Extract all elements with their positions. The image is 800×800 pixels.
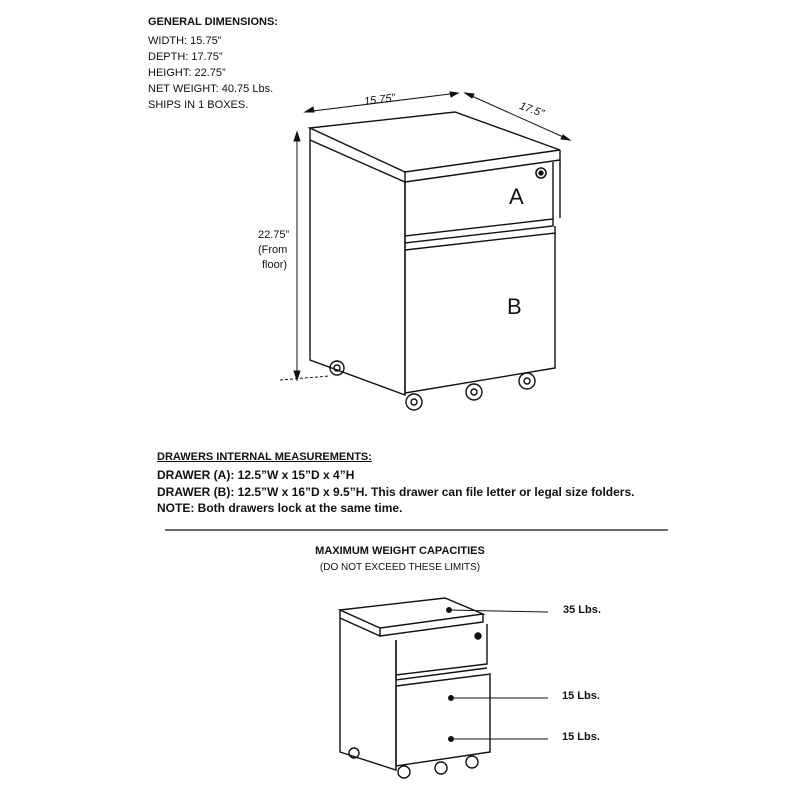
drawer-a-label: A	[509, 184, 524, 209]
height-floor-label: floor)	[262, 259, 288, 271]
drawer-note: NOTE: Both drawers lock at the same time.	[157, 501, 403, 515]
width-spec: WIDTH: 15.75”	[148, 35, 222, 47]
depth-spec: DEPTH: 17.75”	[148, 51, 223, 63]
net-weight-spec: NET WEIGHT: 40.75 Lbs.	[148, 83, 274, 95]
capacity-cabinet-drawing	[340, 598, 490, 778]
depth-dimension-line	[465, 93, 570, 140]
drawer-b-measurement: DRAWER (B): 12.5”W x 16”D x 9.5”H. This drawer can file letter or legal size folders.	[157, 485, 635, 499]
max-weight-title: MAXIMUM WEIGHT CAPACITIES	[315, 545, 485, 557]
drawer-b-label: B	[507, 294, 522, 319]
capacity-leaders	[447, 608, 549, 742]
general-dimensions-title: GENERAL DIMENSIONS:	[148, 16, 278, 28]
height-spec: HEIGHT: 22.75”	[148, 67, 226, 79]
depth-dimension-label: 17.5”	[517, 100, 546, 120]
drawers-internal-title: DRAWERS INTERNAL MEASUREMENTS:	[157, 451, 372, 463]
drawer-a-measurement: DRAWER (A): 12.5”W x 15”D x 4”H	[157, 468, 355, 482]
height-dimension-line	[280, 132, 330, 380]
lower-file-capacity-label: 15 Lbs.	[562, 731, 600, 743]
top-capacity-label: 35 Lbs.	[563, 604, 601, 616]
max-weight-subtitle: (DO NOT EXCEED THESE LIMITS)	[319, 562, 481, 573]
height-from-label: (From	[258, 244, 288, 256]
ships-spec: SHIPS IN 1 BOXES.	[148, 99, 249, 111]
upper-file-capacity-label: 15 Lbs.	[562, 690, 600, 702]
caster-wheels	[330, 361, 535, 410]
width-dimension-label: 15.75”	[363, 92, 396, 108]
height-dimension-label: 22.75”	[258, 229, 290, 241]
main-cabinet-drawing	[310, 112, 560, 410]
